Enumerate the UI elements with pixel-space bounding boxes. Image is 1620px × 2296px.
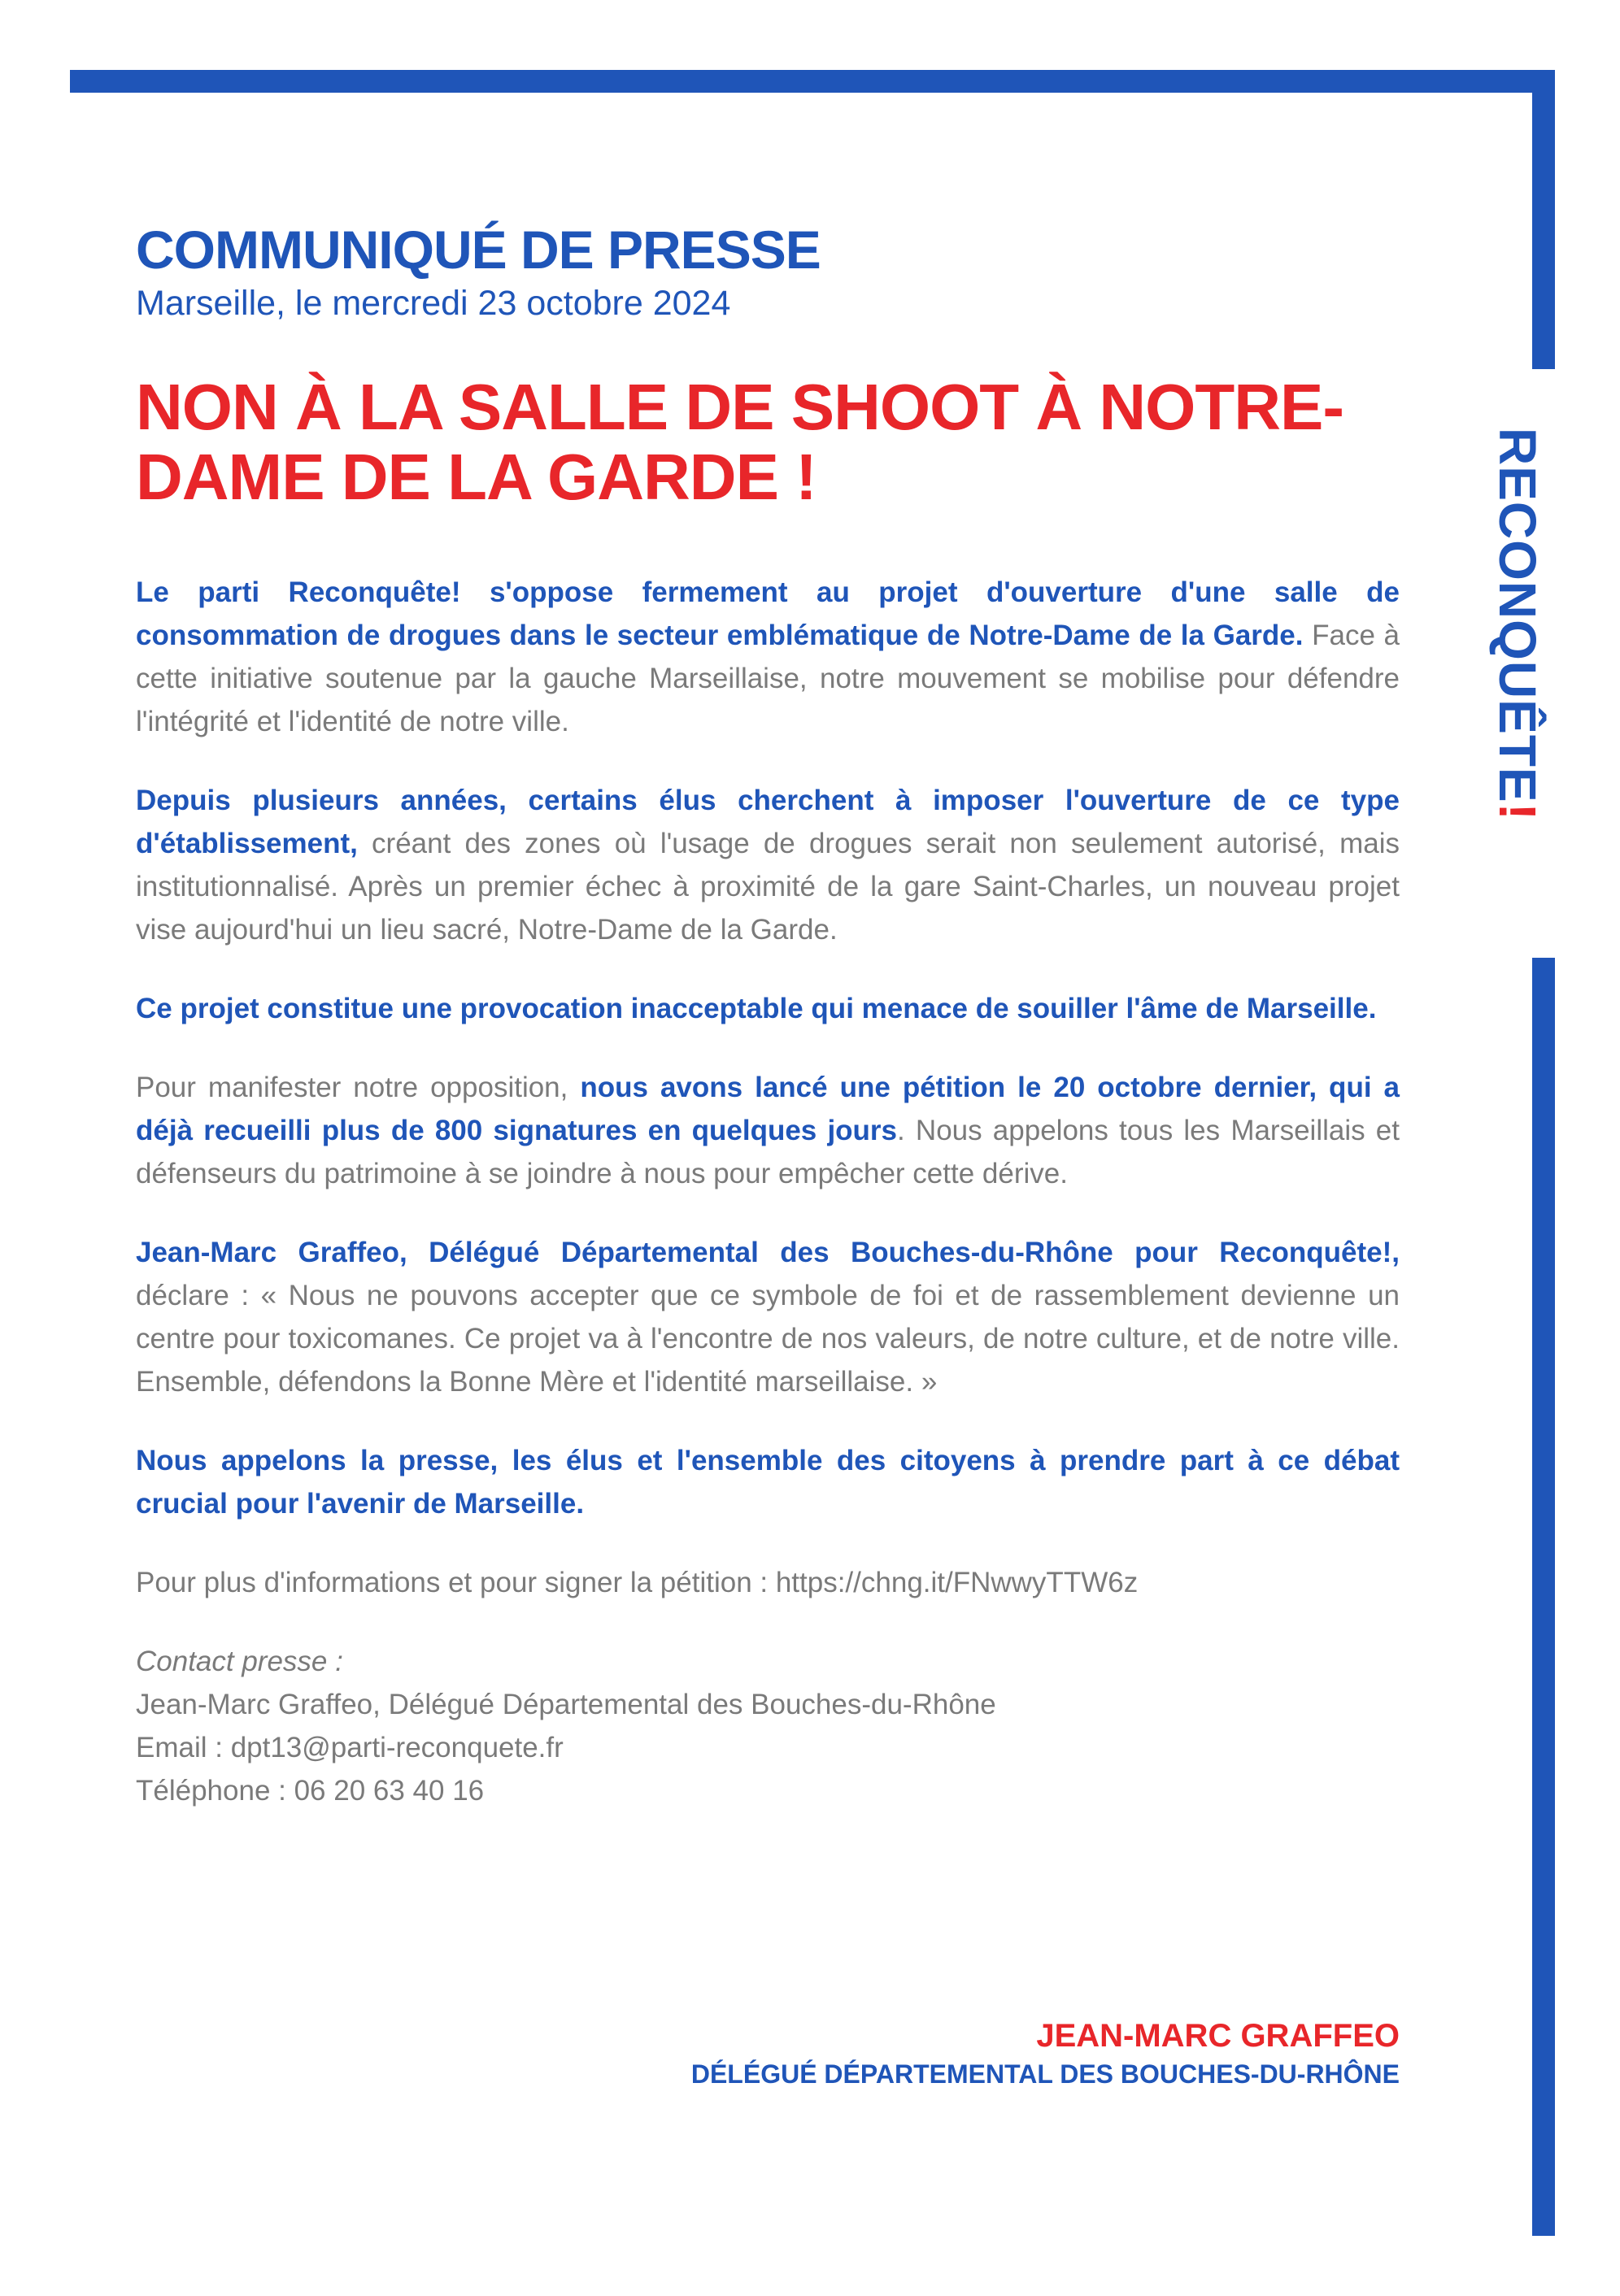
paragraph-petition [136, 1066, 1400, 1195]
paragraph-context-bold: Depuis plusieurs années, certains élus cherchent à imposer l'ouverture de ce type d'établissement, [136, 785, 1400, 859]
signature-role: DÉLÉGUÉ DÉPARTEMENTAL DES BOUCHES-DU-RHÔNE [690, 2059, 1400, 2089]
dateline: Marseille, le mercredi 23 octobre 2024 [136, 284, 731, 323]
paragraph-petition-bold: nous avons lancé une pétition le 20 octobre dernier, qui a déjà recueilli plus de 800 signatures en quelques jours [136, 1072, 1400, 1146]
paragraph-quote-text: déclare : « Nous ne pouvons accepter que ce symbole de foi et de rassemblement devienne un centre pour toxicomanes. Ce projet va à l'encontre de nos valeurs, de notre culture, et de notre ville. Ensemble, défendons la Bonne Mère et l'identité marseillaise. » [136, 1280, 1400, 1398]
signature-block [691, 2016, 1400, 2092]
paragraph-call [136, 1439, 1400, 1525]
paragraph-intro-text: Face à cette initiative soutenue par la gauche Marseillaise, notre mouvement se mobilise pour défendre l'intégrité et l'identité de notre ville. [136, 620, 1400, 737]
paragraph-petition-link: Pour plus d'informations et pour signer la pétition : https://chng.it/FNwwyTTW6z [136, 1567, 1139, 1598]
frame-right-bar-lower [1532, 958, 1555, 2236]
paragraph-context [136, 779, 1400, 951]
press-contact-email: Email : dpt13@parti-reconquete.fr [136, 1732, 564, 1763]
paragraph-intro [136, 571, 1400, 743]
press-contact-name: Jean-Marc Graffeo, Délégué Départemental des Bouches-du-Rhône [136, 1689, 996, 1720]
paragraph-call-bold: Nous appelons la presse, les élus et l'ensemble des citoyens à prendre part à ce débat crucial pour l'avenir de Marseille. [136, 1445, 1400, 1520]
signature-name: JEAN-MARC GRAFFEO [1036, 2018, 1400, 2054]
press-contact-label: Contact presse : [136, 1646, 343, 1677]
paragraph-petition-text-after: . Nous appelons tous les Marseillais et défenseurs du patrimoine à se joindre à nous pour empêcher cette dérive. [136, 1115, 1400, 1189]
paragraph-quote-bold: Jean-Marc Graffeo, Délégué Départemental des Bouches-du-Rhône pour Reconquête!, [136, 1237, 1400, 1268]
press-contact-block [136, 1640, 1400, 1812]
headline: NON À LA SALLE DE SHOOT À NOTRE-DAME DE LA GARDE ! [136, 371, 1344, 513]
paragraph-petition-text-before: Pour manifester notre opposition, [136, 1072, 581, 1103]
paragraph-provocation [136, 987, 1400, 1030]
logo-wordmark: RECONQUÊTE [1488, 428, 1547, 803]
press-contact-phone: Téléphone : 06 20 63 40 16 [136, 1775, 485, 1807]
paragraph-intro-bold: Le parti Reconquête! s'oppose fermement au projet d'ouverture d'une salle de consommation de drogues dans le secteur emblématique de Notre-Dame de la Garde. [136, 576, 1400, 651]
paragraph-provocation-bold: Ce projet constitue une provocation inacceptable qui menace de souiller l'âme de Marseille. [136, 993, 1377, 1024]
frame-top-bar [70, 70, 1555, 93]
frame-right-bar-upper [1532, 70, 1555, 369]
logo-exclamation-mark: ! [1488, 802, 1547, 821]
document-kicker: COMMUNIQUÉ DE PRESSE [136, 220, 821, 280]
press-release-content [136, 218, 1400, 1812]
paragraph-quote [136, 1231, 1400, 1403]
paragraph-context-text: créant des zones où l'usage de drogues serait non seulement autorisé, mais institutionnalisé. Après un premier échec à proximité de la gare Saint-Charles, un nouveau projet vise aujourd'hui un lieu sacré, Notre-Dame de la Garde. [136, 828, 1400, 946]
